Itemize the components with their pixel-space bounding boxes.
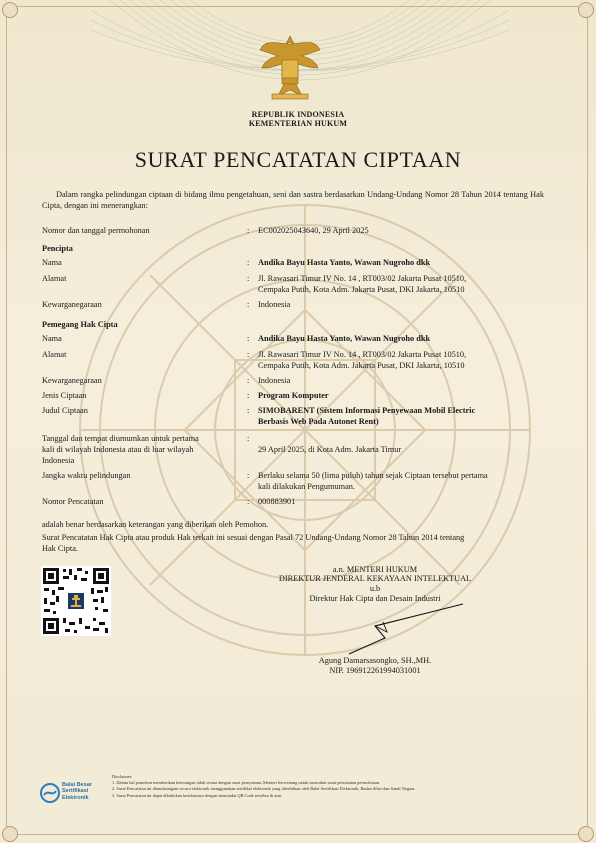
field-label: Nomor dan tanggal permohonan (42, 226, 150, 235)
creator-name: Andika Bayu Hasta Yanto, Wawan Nugroho dkk (258, 258, 431, 267)
work-title-line2: Berbasis Web Pada Autonet Rent) (258, 417, 379, 426)
holder-section-heading: Pemegang Hak Cipta (42, 320, 118, 329)
disclaimer-note-1: 1. Dalam hal pemohon memberikan keterangan tidak sesuai dengan surat pernyataan, Menteri berwenang untuk mencabut surat pencatatan permohonan. (112, 780, 381, 786)
bsre-logo: Balai Besar Sertifikasi Elektronik (40, 780, 110, 806)
disclaimer-notes (112, 774, 562, 799)
handwritten-signature (345, 602, 465, 658)
application-value: EC002025043640, 29 April 2025 (258, 226, 369, 235)
creator-address-line1: Jl. Rawasari Timur IV No. 14 , RT003/02 Jakarta Pusat 10510, (258, 274, 467, 283)
garuda-emblem-icon (258, 30, 322, 102)
signature-ub: u.b (369, 584, 381, 593)
ministry-label: KEMENTERIAN HUKUM (248, 119, 348, 128)
disclaimer-title: Disclaimer: (112, 774, 133, 779)
republic-label: REPUBLIK INDONESIA (251, 110, 345, 119)
disclaimer-note-3: 3. Surat Pencatatan ini dapat dibuktikan keasliannya dengan memindai QR Code tersebut di atas. (112, 792, 283, 798)
signer-nip: NIP. 196912261994031001 (329, 666, 421, 675)
signature-director: Direktur Hak Cipta dan Desain Industri (309, 594, 441, 603)
creator-section-heading: Pencipta (42, 244, 73, 253)
signature-on-behalf: a.n. MENTERI HUKUM (332, 565, 418, 574)
closing-line2: Surat Pencatatan Hak Cipta atau produk Hak terkait ini sesuai dengan Pasal 72 Undang-Undang Nomor 28 Tahun 2014 tentang (42, 533, 465, 542)
holder-address-line1: Jl. Rawasari Timur IV No. 14 , RT003/02 Jakarta Pusat 10510, (258, 350, 467, 359)
work-type: Program Komputer (258, 391, 329, 400)
announcement-value: 29 April 2025, di Kota Adm. Jakarta Timur (258, 445, 402, 454)
certificate-page: REPUBLIK INDONESIA KEMENTERIAN HUKUM SURAT PENCATATAN CIPTAAN Dalam rangka pelindungan ciptaan di bidang ilmu pengetahuan, seni dan sastra berdasarkan Undang-Undang Nomor 28 Tahun 2014 tentang Hak Cipta, dengan ini menerangkan: Nomor dan tanggal permohonan : EC002025043640, 29 April 2025 Pencipta Nama : Andika Bayu Hasta Yanto, Wawan Nugroho dkk Alamat : Jl. Rawasari Timur IV No. 14 , RT003/02 Jakarta Pusat 10510, Cempaka Putih, Kota Adm. Jakarta Pusat, DKI Jakarta, 10510 Kewarganegaraan : Indonesia Pemegang Hak Cipta Nama : Andika Bayu Hasta Yanto, Wawan Nugroho dkk Alamat : Jl. Rawasari Timur IV No. 14 , RT003/02 Jakarta Pusat 10510, Cempaka Putih, Kota Adm. Jakarta Pusat, DKI Jakarta, 10510 Kewarganegaraan : Indonesia Jenis Ciptaan : Program Komputer Judul Ciptaan : SIMOBARENT (Sistem Informasi Penyewaan Mobil Electric Berbasis Web Pada Autonet Rent) Tanggal dan tempat diumumkan untuk pertama : kali di wilayah Indonesia atau di luar wilayah 29 April 2025, di Kota Adm. Jakarta Timur Indonesia Jangka waktu pelindungan : Berlaku selama 50 (lima puluh) tahun sejak Ciptaan tersebut pertama kali dilakukan Pengumuman. Nomor Pencatatan : 000883901 adalah benar berdasarkan keterangan yang diberikan oleh Pemohon. Surat Pencatatan Hak Cipta atau produk Hak terkait ini sesuai dengan Pasal 72 Undang-Undang Nomor 28 Tahun 2014 tentang Hak Cipta. a.n. MENTERI HUKUM DIREKTUR JENDERAL KEKAYAAN INTELEKTUAL u.b Direktur Hak Cipta dan Desain Industri Agung Damarsasongko, SH.,MH. NIP. 196912261994031001 Balai Besar Sertifikasi Elektronik Disclaimer: 1. Dalam hal pemohon memberikan keterangan tidak sesuai dengan surat pernyataan, Menteri berwenang untuk mencabut surat pencatatan permohonan. 2. Surat Pencatatan ini ditandatangani secara elektronik menggunakan sertifikat elektronik yang diterbitkan oleh Balai Sertifikasi Elektronik, Badan Siber dan Sandi Negara. 3. Surat Pencatatan ini dapat dibuktikan keasliannya dengan memindai QR Code tersebut di atas. (0, 0, 596, 843)
bsre-logo-icon (40, 783, 60, 803)
corner-ornament (2, 2, 18, 18)
corner-ornament (578, 2, 594, 18)
document-title: SURAT PENCATATAN CIPTAAN (134, 147, 462, 172)
protection-line1: Berlaku selama 50 (lima puluh) tahun sejak Ciptaan tersebut pertama (258, 471, 488, 480)
disclaimer-note-2: 2. Surat Pencatatan ini ditandatangani secara elektronik menggunakan sertifikat elektronik yang diterbitkan oleh Balai Sertifikasi Elektronik, Badan Siber dan Sandi Negara. (112, 786, 416, 792)
protection-line2: kali dilakukan Pengumuman. (258, 482, 356, 491)
intro-paragraph: Dalam rangka pelindungan ciptaan di bidang ilmu pengetahuan, seni dan sastra berdasarkan Undang-Undang Nomor 28 Tahun 2014 tentang Hak Cipta, dengan ini menerangkan: (42, 190, 544, 210)
closing-line3: Hak Cipta. (42, 544, 78, 553)
closing-line1: adalah benar berdasarkan keterangan yang diberikan oleh Pemohon. (42, 520, 269, 529)
holder-address-line2: Cempaka Putih, Kota Adm. Jakarta Pusat, DKI Jakarta, 10510 (258, 361, 465, 370)
holder-name: Andika Bayu Hasta Yanto, Wawan Nugroho dkk (258, 334, 431, 343)
creator-nationality: Indonesia (258, 300, 291, 309)
record-number: 000883901 (258, 497, 296, 506)
holder-nationality: Indonesia (258, 376, 291, 385)
creator-address-line2: Cempaka Putih, Kota Adm. Jakarta Pusat, DKI Jakarta, 10510 (258, 285, 465, 294)
signature-director-general: DIREKTUR JENDERAL KEKAYAAN INTELEKTUAL (278, 574, 472, 583)
signer-name: Agung Damarsasongko, SH.,MH. (318, 656, 432, 665)
qr-code-icon[interactable] (41, 566, 111, 636)
work-title-line1: SIMOBARENT (Sistem Informasi Penyewaan Mobil Electric (258, 406, 476, 415)
corner-ornament (578, 826, 594, 842)
corner-ornament (2, 826, 18, 842)
